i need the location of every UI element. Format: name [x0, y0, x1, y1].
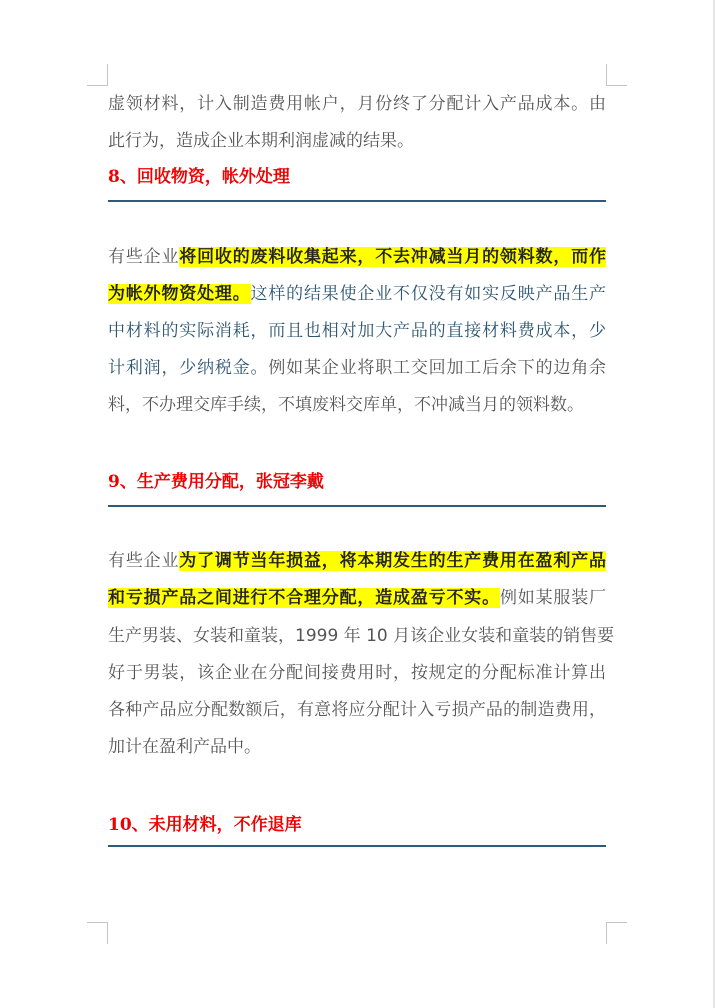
section-divider [108, 200, 606, 202]
body-text: 虚领材料，计入制造费用帐户，月份终了分配计入产品成本。由 [108, 94, 606, 114]
blue-text: 这样的结果使企业不仅没有如实反映产品生产 [250, 284, 607, 304]
paragraph-line [108, 354, 606, 382]
paragraph-line [108, 622, 615, 650]
margin-corner-mark-bottom-left [87, 922, 108, 944]
section-heading-9: 9、生产费用分配，张冠李戴 [108, 472, 324, 492]
paragraph-line [108, 659, 606, 687]
body-text: 此行为，造成企业本期利润虚减的结果。 [108, 131, 414, 151]
body-text: 各种产品应分配数额后，有意将应分配计入亏损产品的制造费用， [108, 700, 606, 720]
paragraph-line [108, 90, 606, 118]
highlighted-text: 为了调节当年损益，将本期发生的生产费用在盈利产品 [179, 551, 607, 571]
paragraph-line [108, 733, 606, 761]
section-heading-8: 8、回收物资，帐外处理 [108, 167, 290, 187]
section-heading-10: 10、未用材料，不作退库 [108, 815, 302, 835]
body-text: 好于男装，该企业在分配间接费用时，按规定的分配标准计算出 [108, 663, 606, 683]
blue-text: 中材料的实际消耗，而且也相对加大产品的直接材料费成本，少 [108, 321, 606, 341]
blue-text: 计利润，少纳税金。 [108, 358, 269, 378]
paragraph-line [108, 547, 606, 575]
highlighted-text: 将回收的废料收集起来，不去冲减当月的领料数，而作 [179, 247, 607, 267]
paragraph-line [108, 391, 606, 419]
margin-corner-mark-bottom-right [606, 922, 627, 944]
body-text: 料，不办理交库手续，不填废料交库单，不冲减当月的领料数。 [108, 395, 584, 415]
body-text: 例如某服装厂 [499, 588, 607, 608]
paragraph-line [108, 243, 606, 271]
body-text: 有些企业 [108, 551, 180, 571]
margin-corner-mark-top-right [606, 64, 627, 86]
paragraph-line [108, 280, 606, 308]
body-text: 有些企业 [108, 247, 180, 267]
margin-corner-mark-top-left [87, 64, 108, 86]
paragraph-line [108, 696, 606, 724]
section-divider [108, 845, 606, 847]
highlighted-text: 和亏损产品之间进行不合理分配，造成盈亏不实。 [108, 588, 500, 608]
paragraph-line [108, 584, 606, 612]
body-text: 例如某企业将职工交回加工后余下的边角余 [268, 358, 607, 378]
section-divider [108, 505, 606, 507]
paragraph-line [108, 317, 606, 345]
body-text: 生产男装、女装和童装，1999 年 10 月该企业女装和童装的销售要 [108, 626, 615, 646]
paragraph-line [108, 127, 606, 155]
body-text: 加计在盈利产品中。 [108, 737, 261, 757]
highlighted-text: 为帐外物资处理。 [108, 284, 251, 304]
